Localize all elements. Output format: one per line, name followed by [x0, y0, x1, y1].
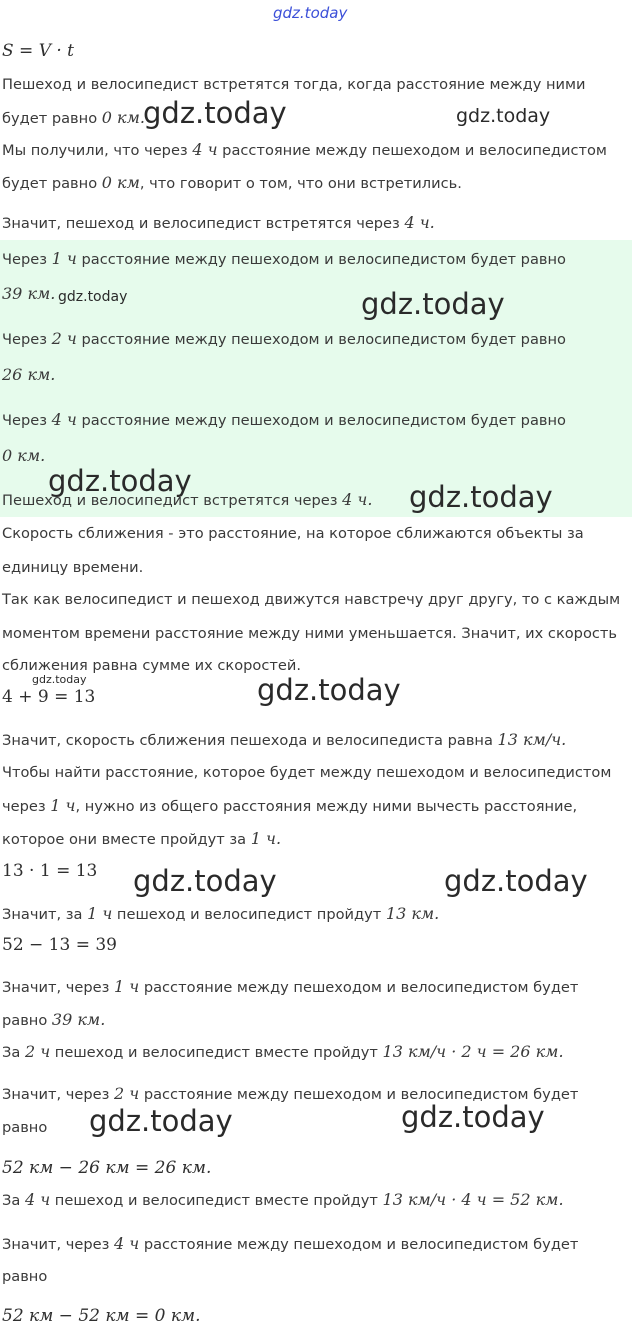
equation: 52 − 13 = 39 — [2, 935, 117, 955]
watermark: gdz.today — [409, 480, 553, 514]
watermark: gdz.today — [32, 673, 87, 686]
text-line: 39 км. — [2, 284, 56, 303]
text-line: За 2 ч пешеход и велосипедист вместе пройдут 13 км/ч · 2 ч = 26 км. — [2, 1042, 564, 1061]
text-line: Через 1 ч расстояние между пешеходом и велосипедистом будет равно — [2, 249, 566, 268]
text-line: 0 км. — [2, 446, 46, 465]
watermark: gdz.today — [361, 287, 505, 321]
text-line: через 1 ч, нужно из общего расстояния между ними вычесть расстояние, — [2, 796, 578, 815]
text-line: Значит, пешеход и велосипедист встретятся через 4 ч. — [2, 213, 435, 232]
text-line: единицу времени. — [2, 559, 144, 576]
text-line: Пешеход и велосипедист встретятся тогда, когда расстояние между ними — [2, 76, 586, 93]
text-line: равно — [2, 1119, 48, 1136]
text-line: 26 км. — [2, 365, 56, 384]
watermark: gdz.today — [401, 1100, 545, 1134]
equation: 52 км − 26 км = 26 км. — [2, 1158, 212, 1178]
watermark: gdz.today — [58, 289, 128, 305]
formula: S = V · t — [2, 41, 75, 61]
text-line: Скорость сближения - это расстояние, на которое сближаются объекты за — [2, 525, 584, 542]
watermark: gdz.today — [89, 1104, 233, 1138]
equation: 52 км − 52 км = 0 км. — [2, 1306, 201, 1326]
watermark: gdz.today — [133, 864, 277, 898]
watermark: gdz.today — [456, 105, 551, 127]
text-line: Через 2 ч расстояние между пешеходом и велосипедистом будет равно — [2, 329, 566, 348]
watermark-top: gdz.today — [273, 4, 348, 22]
text-line: сближения равна сумме их скоростей. — [2, 657, 301, 674]
text-line: Пешеход и велосипедист встретятся через 4 ч. — [2, 490, 373, 509]
text-line: Значит, через 2 ч расстояние между пешеходом и велосипедистом будет — [2, 1084, 579, 1103]
text-line: Через 4 ч расстояние между пешеходом и велосипедистом будет равно — [2, 410, 566, 429]
text-line: равно — [2, 1268, 48, 1285]
text-line: За 4 ч пешеход и велосипедист вместе пройдут 13 км/ч · 4 ч = 52 км. — [2, 1190, 564, 1209]
text-line: которое они вместе пройдут за 1 ч. — [2, 829, 282, 848]
equation: 13 · 1 = 13 — [2, 861, 98, 881]
watermark: gdz.today — [48, 464, 192, 498]
equation: 4 + 9 = 13 — [2, 687, 96, 707]
text-line: Значит, через 1 ч расстояние между пешеходом и велосипедистом будет — [2, 977, 579, 996]
text-line: Чтобы найти расстояние, которое будет между пешеходом и велосипедистом — [2, 764, 612, 781]
text-line: Значит, через 4 ч расстояние между пешеходом и велосипедистом будет — [2, 1234, 579, 1253]
text-line: будет равно 0 км, что говорит о том, что они встретились. — [2, 173, 462, 192]
watermark: gdz.today — [444, 864, 588, 898]
text-line: Мы получили, что через 4 ч расстояние между пешеходом и велосипедистом — [2, 140, 607, 159]
text-line: будет равно 0 км. — [2, 108, 145, 127]
text-line: равно 39 км. — [2, 1010, 106, 1029]
watermark: gdz.today — [257, 673, 401, 707]
text-line: Так как велосипедист и пешеход движутся навстречу друг другу, то с каждым — [2, 591, 621, 608]
watermark: gdz.today — [143, 96, 287, 130]
text-line: Значит, за 1 ч пешеход и велосипедист пройдут 13 км. — [2, 904, 440, 923]
text-line: Значит, скорость сближения пешехода и велосипедиста равна 13 км/ч. — [2, 730, 567, 749]
text-line: моментом времени расстояние между ними уменьшается. Значит, их скорость — [2, 625, 618, 642]
